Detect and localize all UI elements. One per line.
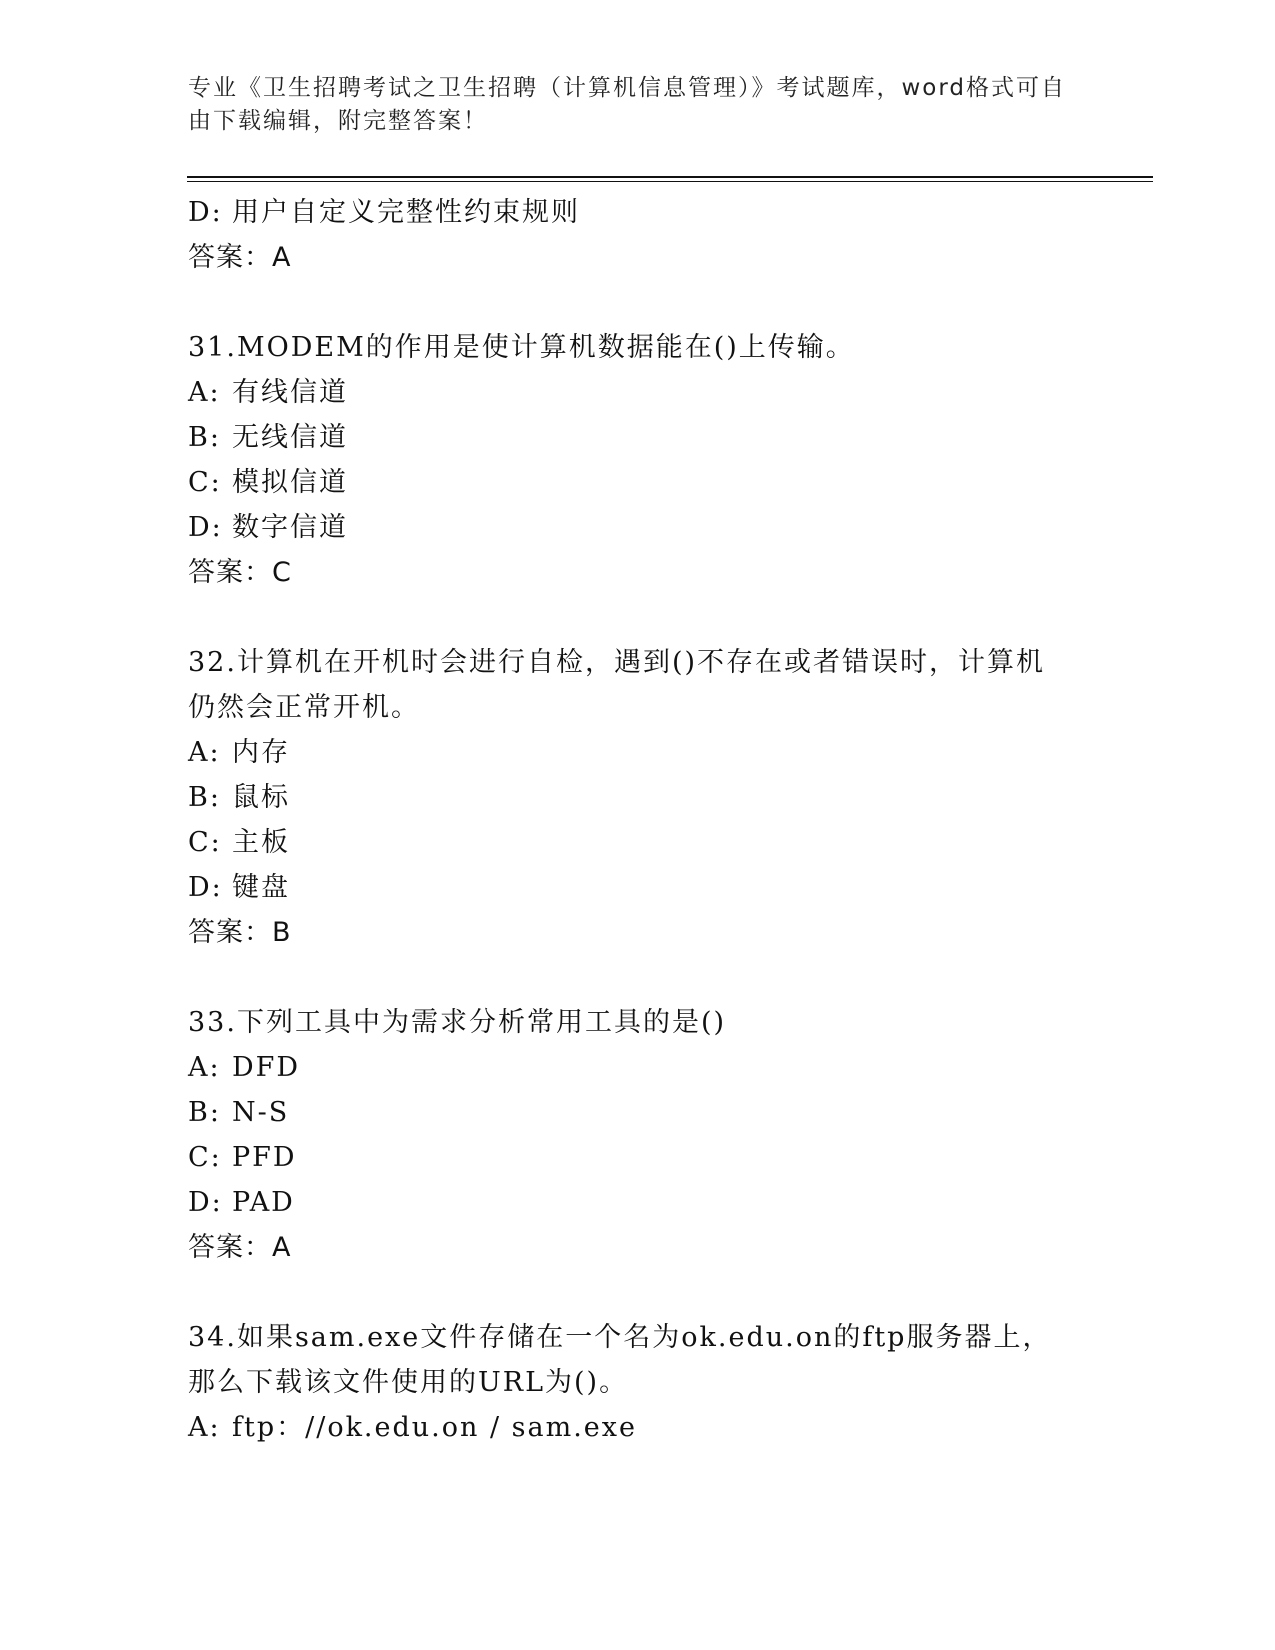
header-rule-thin (187, 181, 1153, 182)
option-text: DFD (232, 1052, 301, 1083)
option-text: 数字信道 (232, 512, 348, 543)
document-header (188, 72, 1068, 138)
answer-line: 答案：C (188, 557, 292, 588)
option-text: 用户自定义完整性约束规则 (232, 197, 580, 228)
option-a (188, 370, 1088, 415)
answer-line: 答案：A (188, 242, 292, 273)
option-text: N-S (232, 1097, 290, 1128)
option-key: C: (188, 1142, 222, 1173)
option-key: A: (188, 1412, 221, 1443)
option-key: B: (188, 422, 221, 453)
header-line-2: 由下载编辑，附完整答案！ (188, 108, 488, 134)
option-text: PFD (232, 1142, 297, 1173)
option-c (188, 460, 1088, 505)
option-text: 有线信道 (232, 377, 348, 408)
spacer (188, 1270, 1088, 1315)
question-content (188, 190, 1088, 1450)
option-key: B: (188, 782, 221, 813)
option-b (188, 1090, 1088, 1135)
option-key: A: (188, 1052, 221, 1083)
option-b (188, 415, 1088, 460)
question-stem: 33.下列工具中为需求分析常用工具的是() (188, 1007, 727, 1038)
option-key: B: (188, 1097, 221, 1128)
option-key: C: (188, 467, 222, 498)
option-key: C: (188, 827, 222, 858)
spacer (188, 595, 1088, 640)
question-stem: 31.MODEM的作用是使计算机数据能在()上传输。 (188, 332, 855, 363)
spacer (188, 955, 1088, 1000)
answer-line: 答案：A (188, 1232, 292, 1263)
option-text: 模拟信道 (232, 467, 348, 498)
option-key: D: (188, 872, 223, 903)
option-key: D: (188, 512, 223, 543)
option-a (188, 1405, 1088, 1450)
option-a (188, 1045, 1088, 1090)
option-text: 内存 (232, 737, 290, 768)
option-a (188, 730, 1088, 775)
option-text: ftp：//ok.edu.on / sam.exe (232, 1412, 637, 1443)
option-d (188, 505, 1088, 550)
option-b (188, 775, 1088, 820)
question-stem: 32.计算机在开机时会进行自检，遇到()不存在或者错误时，计算机仍然会正常开机。 (188, 647, 1046, 723)
option-text: PAD (232, 1187, 295, 1218)
spacer (188, 280, 1088, 325)
option-key: D: (188, 197, 223, 228)
option-text: 无线信道 (232, 422, 348, 453)
option-c (188, 1135, 1088, 1180)
option-d (188, 190, 1088, 235)
option-key: A: (188, 377, 221, 408)
option-key: D: (188, 1187, 223, 1218)
option-c (188, 820, 1088, 865)
option-text: 鼠标 (232, 782, 290, 813)
option-d (188, 865, 1088, 910)
answer-line: 答案：B (188, 917, 292, 948)
option-text: 主板 (232, 827, 290, 858)
header-rule-thick (187, 176, 1153, 178)
option-key: A: (188, 737, 221, 768)
header-line-1: 专业《卫生招聘考试之卫生招聘（计算机信息管理）》考试题库，word格式可自 (188, 75, 1067, 101)
option-d (188, 1180, 1088, 1225)
option-text: 键盘 (232, 872, 290, 903)
question-stem: 34.如果sam.exe文件存储在一个名为ok.edu.on的ftp服务器上，那么下载该文件使用的URL为()。 (188, 1322, 1052, 1398)
